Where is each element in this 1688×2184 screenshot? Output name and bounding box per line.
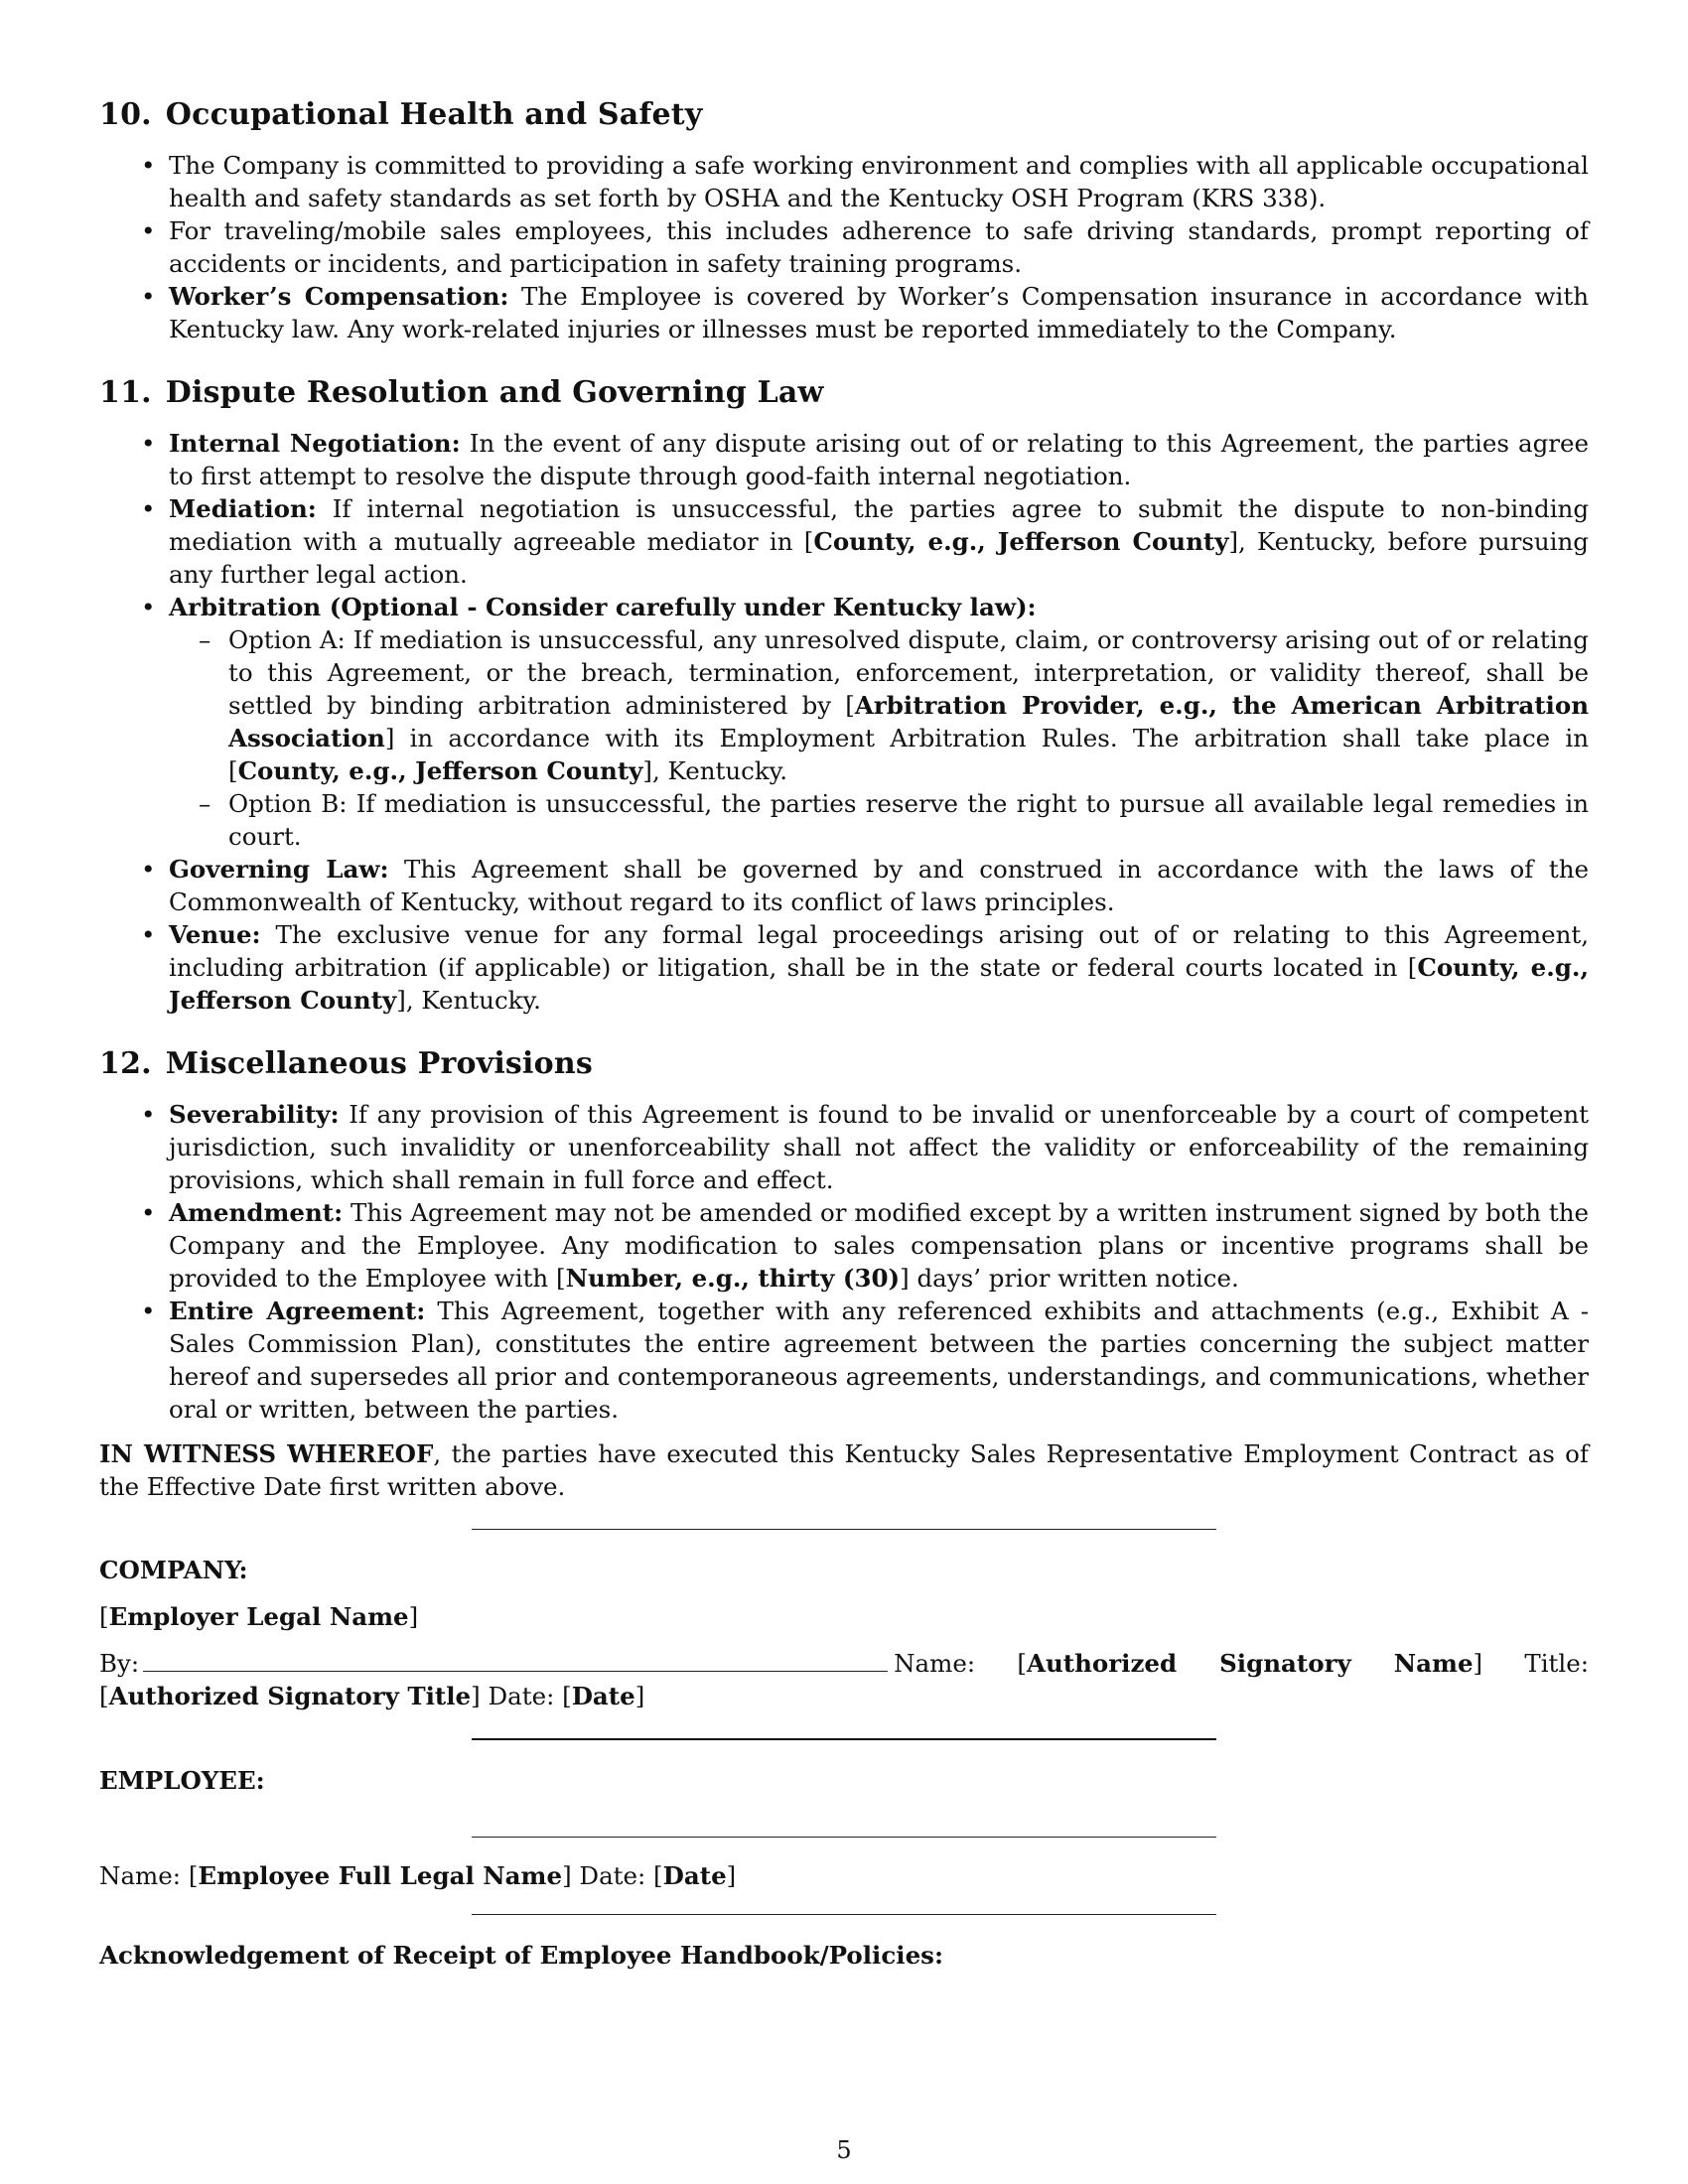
list-item: • Severability: If any provision of this Agreement is found to be invalid or unenforceable by a court of competent jurisdiction, such invalidity or unenforceability shall not affect the validity or enforceability of the remaining provisions, which shall remain in full force and effect. [169, 1098, 1589, 1196]
signature-divider [472, 1738, 1216, 1740]
company-signature-line: By: Name: [Authorized Signatory Name] Title: [Authorized Signatory Title] Date: [Date] [99, 1649, 1589, 1710]
list-item: • Mediation: If internal negotiation is unsuccessful, the parties agree to submit the dispute to non-binding mediation with a mutually agreeable mediator in [County, e.g., Jefferson County], Kentucky, before pursuing any further legal action. [169, 492, 1589, 591]
employer-legal-name: [Employer Legal Name] [99, 1602, 419, 1631]
witness-paragraph: IN WITNESS WHEREOF, the parties have executed this Kentucky Sales Representative Employment Contract as of the Effective Date first written above. [99, 1439, 1589, 1501]
sub-list-item: – Option A: If mediation is unsuccessful, any unresolved dispute, claim, or controversy arising out of or relating to this Agreement, or the breach, termination, enforcement, interpretation, or validity thereof, shall be settled by binding arbitration administered by [Arbitration Provider, e.g., the American Arbitration Association] in accordance with its Employment Arbitration Rules. The arbitration shall take place in [County, e.g., Jefferson County], Kentucky. [228, 623, 1589, 787]
sub-list-item: – Option B: If mediation is unsuccessful, the parties reserve the right to pursue all available legal remedies in court. [228, 787, 1589, 853]
section-12-list [99, 1098, 1589, 1426]
employee-name-line: Name: [Employee Full Legal Name] Date: [Date] [99, 1861, 737, 1890]
company-label: COMPANY: [99, 1556, 248, 1584]
signature-blank[interactable] [143, 1649, 888, 1672]
list-item: • Governing Law: This Agreement shall be governed by and construed in accordance with the laws of the Commonwealth of Kentucky, without regard to its conflict of laws principles. [169, 853, 1589, 918]
signature-divider [472, 1837, 1216, 1838]
employee-label: EMPLOYEE: [99, 1766, 265, 1795]
signature-divider [472, 1529, 1216, 1530]
list-item: • Internal Negotiation: In the event of any dispute arising out of or relating to this Agreement, the parties agree to first attempt to resolve the dispute through good-faith internal negotiation. [169, 427, 1589, 492]
list-item: • For traveling/mobile sales employees, this includes adherence to safe driving standards, prompt reporting of accidents or incidents, and participation in safety training programs. [169, 214, 1589, 280]
section-heading-11: 11. Dispute Resolution and Governing Law [99, 375, 824, 410]
signature-divider [472, 1914, 1216, 1915]
acknowledgement-label: Acknowledgement of Receipt of Employee Handbook/Policies: [99, 1941, 944, 1970]
list-item: • Entire Agreement: This Agreement, together with any referenced exhibits and attachments (e.g., Exhibit A - Sales Commission Plan), constitutes the entire agreement between the parties concerning the subject matter hereof and supersedes all prior and contemporaneous agreements, understandings, and communications, whether oral or written, between the parties. [169, 1295, 1589, 1426]
list-item: • Worker’s Compensation: The Employee is covered by Worker’s Compensation insurance in accordance with Kentucky law. Any work-related injuries or illnesses must be reported immediately to the Company. [169, 280, 1589, 345]
list-item: • Venue: The exclusive venue for any formal legal proceedings arising out of or relating to this Agreement, including arbitration (if applicable) or litigation, shall be in the state or federal courts located in [County, e.g., Jefferson County], Kentucky. [169, 918, 1589, 1017]
document-page [99, 95, 1589, 1972]
list-item: • Amendment: This Agreement may not be amended or modified except by a written instrument signed by both the Company and the Employee. Any modification to sales compensation plans or incentive programs shall be provided to the Employee with [Number, e.g., thirty (30)] days’ prior written notice. [169, 1196, 1589, 1295]
list-item: • The Company is committed to providing a safe working environment and complies with all applicable occupational health and safety standards as set forth by OSHA and the Kentucky OSH Program (KRS 338). [169, 149, 1589, 214]
section-heading-10: 10. Occupational Health and Safety [99, 97, 703, 132]
page-number: 5 [836, 2136, 852, 2164]
section-11-list [99, 427, 1589, 1017]
section-10-list [99, 149, 1589, 345]
section-heading-12: 12. Miscellaneous Provisions [99, 1046, 593, 1081]
list-item: • Arbitration (Optional - Consider carefully under Kentucky law): – Option A: If mediation is unsuccessful, any unresolved dispute, claim, or controversy arising out of or relating to this Agreement, or the breach, termination, enforcement, interpretation, or validity thereof, shall be settled by binding arbitration administered by [Arbitration Provider, e.g., the American Arbitration Association] in accordance with its Employment Arbitration Rules. The arbitration shall take place in [County, e.g., Jefferson County], Kentucky. – Option B: If mediation is unsuccessful, the parties reserve the right to pursue all available legal remedies in court. [169, 591, 1589, 853]
arbitration-options [169, 623, 1589, 853]
